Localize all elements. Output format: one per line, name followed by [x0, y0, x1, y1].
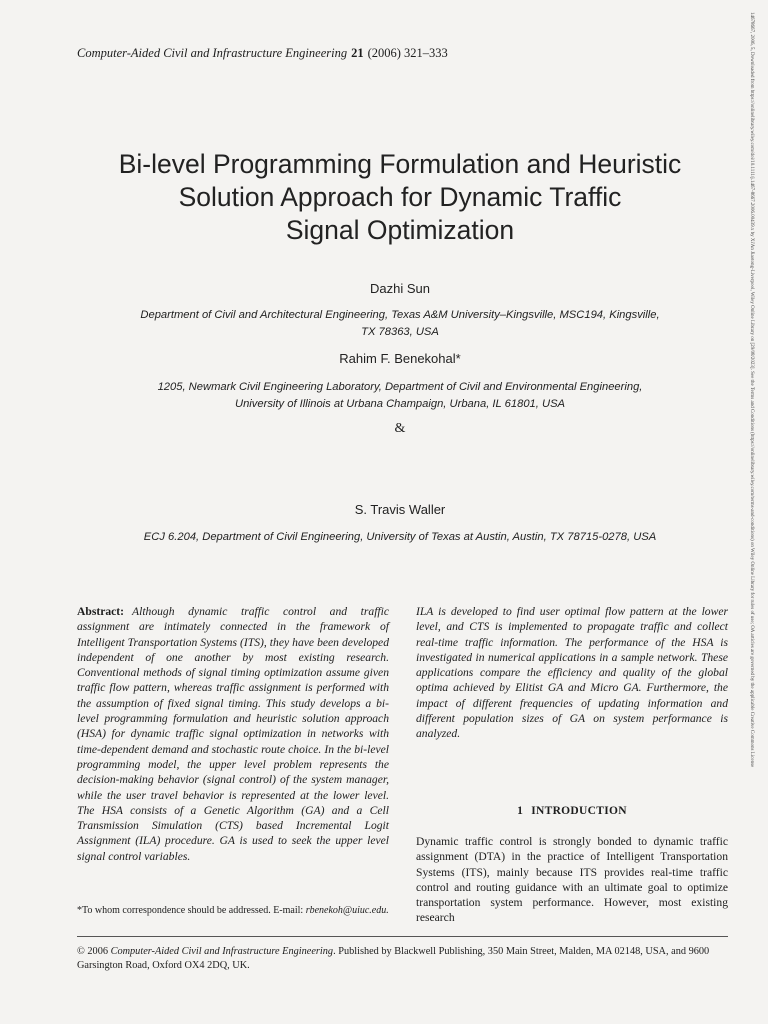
copyright-notice [77, 945, 728, 973]
copyright-journal: Computer-Aided Civil and Infrastructure Engineering [110, 946, 334, 957]
journal-volume: 21 [351, 46, 364, 60]
author-affiliation [100, 529, 700, 546]
title-line: Solution Approach for Dynamic Traffic [178, 182, 622, 212]
author-name: Dazhi Sun [370, 281, 430, 296]
author-name: Rahim F. Benekohal* [339, 351, 461, 366]
paper-title [90, 148, 710, 247]
title-line: Signal Optimization [285, 215, 515, 245]
download-notice[interactable]: 14678667, 2006, 5, Downloaded from https://onlinelibrary.wiley.com/doi/10.1111/j.1467-8667.2006.00439.x by Xi'An Jiaotong-Liverpool, Wiley Online Library on [29/08/2023]. See the Terms and Conditions (https://onlinelibrary.wiley.com/terms-and-conditions) on Wiley Online Library for rules of use; OA articles are governed by the applicable Creative Commons License [749, 12, 754, 768]
abstract-text: Although dynamic traffic control and traffic assignment are intimately connected in the framework of Intelligent Transportation Systems (ITS), they have been developed independent of one another by most existing research. Conventional methods of signal timing optimization assume given traffic flow pattern, whereas traffic assignment is performed with the assumption of fixed signal timing. This study develops a bi-level programming formulation and heuristic solution approach (HSA) for dynamic traffic signal optimization in networks with time-dependent demand and stochastic route choice. In the bi-level programming model, the upper level problem represents the decision-making behavior (signal control) of the system manager, while the user travel behavior is represented at the lower level. The HSA consists of a Genetic Algorithm (GA) and a Cell Transmission Simulation (CTS) based Incremental Logit Assignment (ILA) procedure. GA is used to seek the upper level signal control variables. [77, 605, 389, 863]
affiliation-line: ECJ 6.204, Department of Civil Engineering, University of Texas at Austin, Austin, TX 78715-0278, USA [143, 531, 657, 543]
journal-name: Computer-Aided Civil and Infrastructure Engineering [77, 46, 348, 60]
section-heading [416, 805, 728, 817]
introduction-text: Dynamic traffic control is strongly bonded to dynamic traffic assignment (DTA) in the practice of Intelligent Transportation Systems (ITS), mainly because ITS provides real-time traffic control and routing guidance with an ultimate goal to optimize transportation system performance. However, most existing research [416, 835, 728, 925]
copyright-symbol: © [77, 946, 85, 957]
section-title: INTRODUCTION [531, 805, 627, 817]
author-name: S. Travis Waller [354, 502, 446, 517]
affiliation-line: University of Illinois at Urbana Champaign, Urbana, IL 61801, USA [235, 398, 565, 410]
abstract-column-right [416, 604, 728, 742]
affiliation-line: TX 78363, USA [361, 326, 439, 338]
affiliation-line: Department of Civil and Architectural Engineering, Texas A&M University–Kingsville, MSC194, Kingsville, [140, 309, 660, 321]
journal-citation [77, 46, 448, 61]
footnote-email[interactable]: rbenekoh@uiuc.edu. [305, 905, 389, 916]
correspondence-footnote [77, 904, 389, 918]
copyright-year: 2006 [87, 946, 108, 957]
author-affiliation [100, 379, 700, 413]
section-number: 1 [517, 805, 524, 817]
affiliation-line: 1205, Newmark Civil Engineering Laboratory, Department of Civil and Environmental Engineering, [157, 381, 643, 393]
journal-year-pages: (2006) 321–333 [367, 46, 448, 60]
footer-divider [77, 936, 728, 937]
abstract-text: ILA is developed to find user optimal flow pattern at the lower level, and CTS is implemented to propagate traffic and collect real-time traffic information. The performance of the HSA is investigated in numerical applications in a sample network. These applications compare the efficiency and quality of the global optima achieved by Elitist GA and Micro GA. Furthermore, the impact of different frequencies of updating information and different population sizes of GA on system performance is analyzed. [416, 605, 728, 741]
copyright-publisher: . Published by Blackwell Publishing, 350 Main Street, Malden, MA 02148, USA, and 9600 Garsington Road, Oxford OX4 2DQ, UK. [77, 946, 710, 971]
author-separator: & [394, 421, 406, 436]
author-affiliation [100, 307, 700, 341]
abstract-column-left [77, 604, 389, 864]
abstract-label: Abstract: [77, 605, 125, 618]
title-line: Bi-level Programming Formulation and Heuristic [118, 149, 682, 179]
footnote-text: *To whom correspondence should be addressed. E-mail: [77, 905, 304, 916]
